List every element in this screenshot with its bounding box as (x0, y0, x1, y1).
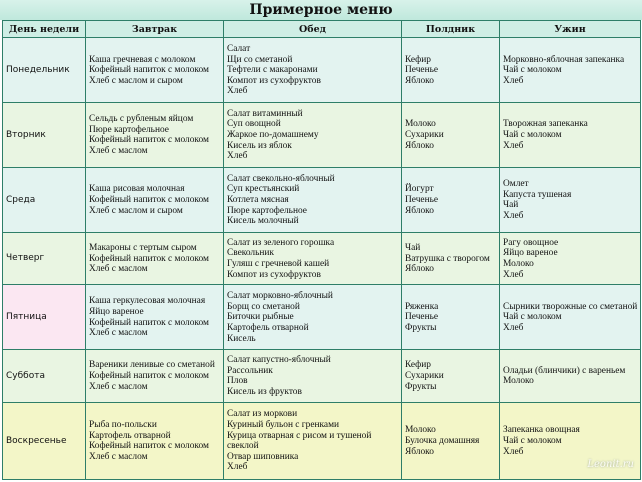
snack-cell (402, 350, 500, 402)
dish-item: Борщ со сметаной (227, 301, 300, 312)
dish-item: Булочка домашняя (405, 435, 480, 446)
header-dinner: Ужин (500, 21, 641, 38)
dish-item: Салат капустно-яблочный (227, 355, 331, 366)
dish-item: Яблоко (405, 446, 434, 457)
dish-item: Творожная запеканка (503, 119, 588, 130)
watermark: Leonit.ru (587, 459, 634, 470)
dinner-cell (500, 232, 641, 284)
dish-item: Сырники творожные со сметаной (503, 301, 638, 312)
dish-item: Хлеб (503, 75, 524, 86)
dish-item: Кисель из яблок (227, 140, 292, 151)
dish-item: Сухарики (405, 371, 444, 381)
lunch-cell (224, 350, 402, 402)
dish-item: Сухарики (405, 130, 444, 141)
dinner-cell (500, 167, 641, 232)
dish-item: Фрукты (405, 381, 437, 392)
breakfast-cell (86, 350, 224, 402)
dish-item: Чай (503, 200, 519, 211)
dish-item: Суп овощной (227, 119, 281, 130)
dish-item: Капуста тушеная (503, 189, 572, 200)
dish-item: Хлеб (503, 446, 524, 457)
breakfast-cell (86, 285, 224, 350)
dish-item: Яйцо вареное (89, 307, 144, 318)
dish-item: Хлеб (227, 151, 248, 162)
table-row (3, 232, 641, 284)
breakfast-cell (86, 402, 224, 480)
dish-item: Свекольник (227, 248, 274, 259)
day-cell: Четверг (3, 232, 86, 284)
dish-item: Кофейный напиток с молоком (89, 317, 209, 328)
dish-item: Чай с молоком (503, 435, 562, 446)
dish-item: Морковно-яблочная запеканка (503, 54, 625, 65)
dish-item: Суп крестьянский (227, 184, 300, 195)
breakfast-cell (86, 102, 224, 167)
dish-item: Салат морковно-яблочный (227, 291, 333, 302)
dish-item: Картофель отварной (227, 322, 309, 333)
dish-item: Кисель (227, 333, 256, 344)
dish-item: Хлеб с маслом (89, 381, 148, 392)
day-cell: Воскресенье (3, 402, 86, 480)
breakfast-cell (86, 232, 224, 284)
dish-item: Хлеб (503, 322, 524, 333)
dish-item: Молоко (405, 425, 436, 436)
dish-item: Каша гречневая с молоком (89, 54, 196, 65)
snack-cell (402, 167, 500, 232)
dish-item: Хлеб (227, 86, 248, 97)
day-cell: Понедельник (3, 38, 86, 103)
header-snack: Полдник (402, 21, 500, 38)
lunch-cell (224, 285, 402, 350)
dish-item: Жаркое по-домашнему (227, 130, 319, 141)
snack-cell (402, 232, 500, 284)
dish-item: Биточки рыбные (227, 312, 294, 323)
dish-item: Салат свекольно-яблочный (227, 173, 335, 184)
dish-item: Кофейный напиток с молоком (89, 253, 209, 264)
dish-item: Фрукты (405, 322, 437, 333)
dish-item: Чай с молоком (503, 130, 562, 141)
dish-item: Кофейный напиток с молоком (89, 135, 209, 146)
dish-item: Молоко (503, 258, 534, 269)
dish-item: Хлеб (503, 269, 524, 280)
dish-item: Кофейный напиток с молоком (89, 441, 209, 452)
day-cell: Среда (3, 167, 86, 232)
table-row (3, 350, 641, 402)
dish-item: Печенье (405, 312, 439, 323)
table-row (3, 285, 641, 350)
dish-item: Куриный бульон с гренками (227, 420, 340, 431)
dish-item: Салат (227, 43, 251, 54)
dish-item: Кисель молочный (227, 216, 299, 227)
dish-item: Печенье (405, 195, 439, 205)
dish-item: Печенье (405, 65, 439, 76)
snack-cell (402, 402, 500, 480)
lunch-cell (224, 102, 402, 167)
table-row (3, 102, 641, 167)
day-cell: Пятница (3, 285, 86, 350)
dish-item: Макароны с тертым сыром (89, 243, 197, 254)
header-day: День недели (3, 21, 86, 38)
dish-item: Ватрушка с творогом (405, 253, 490, 264)
dish-item: Яблоко (405, 205, 434, 216)
dish-item: Компот из сухофруктов (227, 269, 321, 280)
dish-item: Плов (227, 376, 248, 387)
dish-item: Чай с молоком (503, 65, 562, 76)
day-cell: Вторник (3, 102, 86, 167)
dish-item: Хлеб с маслом и сыром (89, 205, 183, 216)
table-row (3, 402, 641, 480)
dish-item: Отвар шиповника (227, 451, 299, 462)
dish-item: Рассольник (227, 365, 273, 376)
dish-item: Салат из зеленого горошка (227, 237, 335, 248)
dish-item: Каша геркулесовая молочная (89, 296, 206, 307)
dish-item: Котлета мясная (227, 195, 289, 205)
page-title: Примерное меню (0, 0, 642, 20)
snack-cell (402, 102, 500, 167)
table-row (3, 38, 641, 103)
dish-item: Чай (405, 243, 421, 254)
dish-item: Кофейный напиток с молоком (89, 371, 209, 381)
dish-item: Картофель отварной (89, 430, 171, 441)
dish-item: Рагу овощное (503, 237, 559, 248)
menu-table (2, 20, 641, 480)
day-cell: Суббота (3, 350, 86, 402)
dish-item: Хлеб с маслом (89, 264, 148, 275)
dish-item: Кофейный напиток с молоком (89, 65, 209, 76)
dish-item: Яблоко (405, 264, 434, 275)
header-row (3, 21, 641, 38)
dish-item: Яблоко (405, 140, 434, 151)
dish-item: Кофейный напиток с молоком (89, 195, 209, 205)
dish-item: Яйцо вареное (503, 248, 558, 259)
dish-item: Кефир (405, 54, 431, 65)
dinner-cell (500, 102, 641, 167)
dish-item: Хлеб (503, 140, 524, 151)
table-row (3, 167, 641, 232)
dish-item: Гуляш с гречневой кашей (227, 258, 330, 269)
lunch-cell (224, 402, 402, 480)
dinner-cell (500, 350, 641, 402)
dish-item: Запеканка овощная (503, 425, 580, 436)
dish-item: Хлеб (503, 210, 524, 221)
dish-item: Молоко (503, 376, 534, 387)
dish-item: Яблоко (405, 75, 434, 86)
dish-item: Тефтели с макаронами (227, 65, 318, 76)
dish-item: Оладьи (блинчики) с вареньем (503, 365, 626, 376)
dish-item: Кисель из фруктов (227, 386, 302, 397)
snack-cell (402, 38, 500, 103)
lunch-cell (224, 38, 402, 103)
dinner-cell (500, 38, 641, 103)
dish-item: Вареники ленивые со сметаной (89, 360, 215, 371)
dish-item: Рыба по-польски (89, 420, 157, 431)
lunch-cell (224, 167, 402, 232)
dish-item: Пюре картофельное (227, 205, 307, 216)
snack-cell (402, 285, 500, 350)
dish-item: Сельдь с рубленым яйцом (89, 114, 194, 125)
dish-item: Хлеб с маслом и сыром (89, 75, 183, 86)
header-lunch: Обед (224, 21, 402, 38)
dish-item: Салат из моркови (227, 409, 298, 420)
dish-item: Молоко (405, 119, 436, 130)
dish-item: Салат витаминный (227, 108, 303, 119)
dish-item: Каша рисовая молочная (89, 184, 185, 195)
dish-item: Щи со сметаной (227, 54, 293, 65)
breakfast-cell (86, 167, 224, 232)
dish-item: Хлеб (227, 462, 248, 473)
dish-item: Омлет (503, 179, 529, 190)
dish-item: Хлеб с маслом (89, 145, 148, 156)
breakfast-cell (86, 38, 224, 103)
dish-item: Хлеб с маслом (89, 328, 148, 339)
dish-item: Кефир (405, 360, 431, 371)
dish-item: Хлеб с маслом (89, 451, 148, 462)
dish-item: Ряженка (405, 301, 439, 312)
dish-item: Йогурт (405, 184, 434, 195)
dish-item: Курица отварная с рисом и тушеной свеклой (227, 430, 372, 452)
header-breakfast: Завтрак (86, 21, 224, 38)
dinner-cell (500, 285, 641, 350)
dish-item: Чай с молоком (503, 312, 562, 323)
dish-item: Пюре картофельное (89, 124, 169, 135)
lunch-cell (224, 232, 402, 284)
dish-item: Компот из сухофруктов (227, 75, 321, 86)
